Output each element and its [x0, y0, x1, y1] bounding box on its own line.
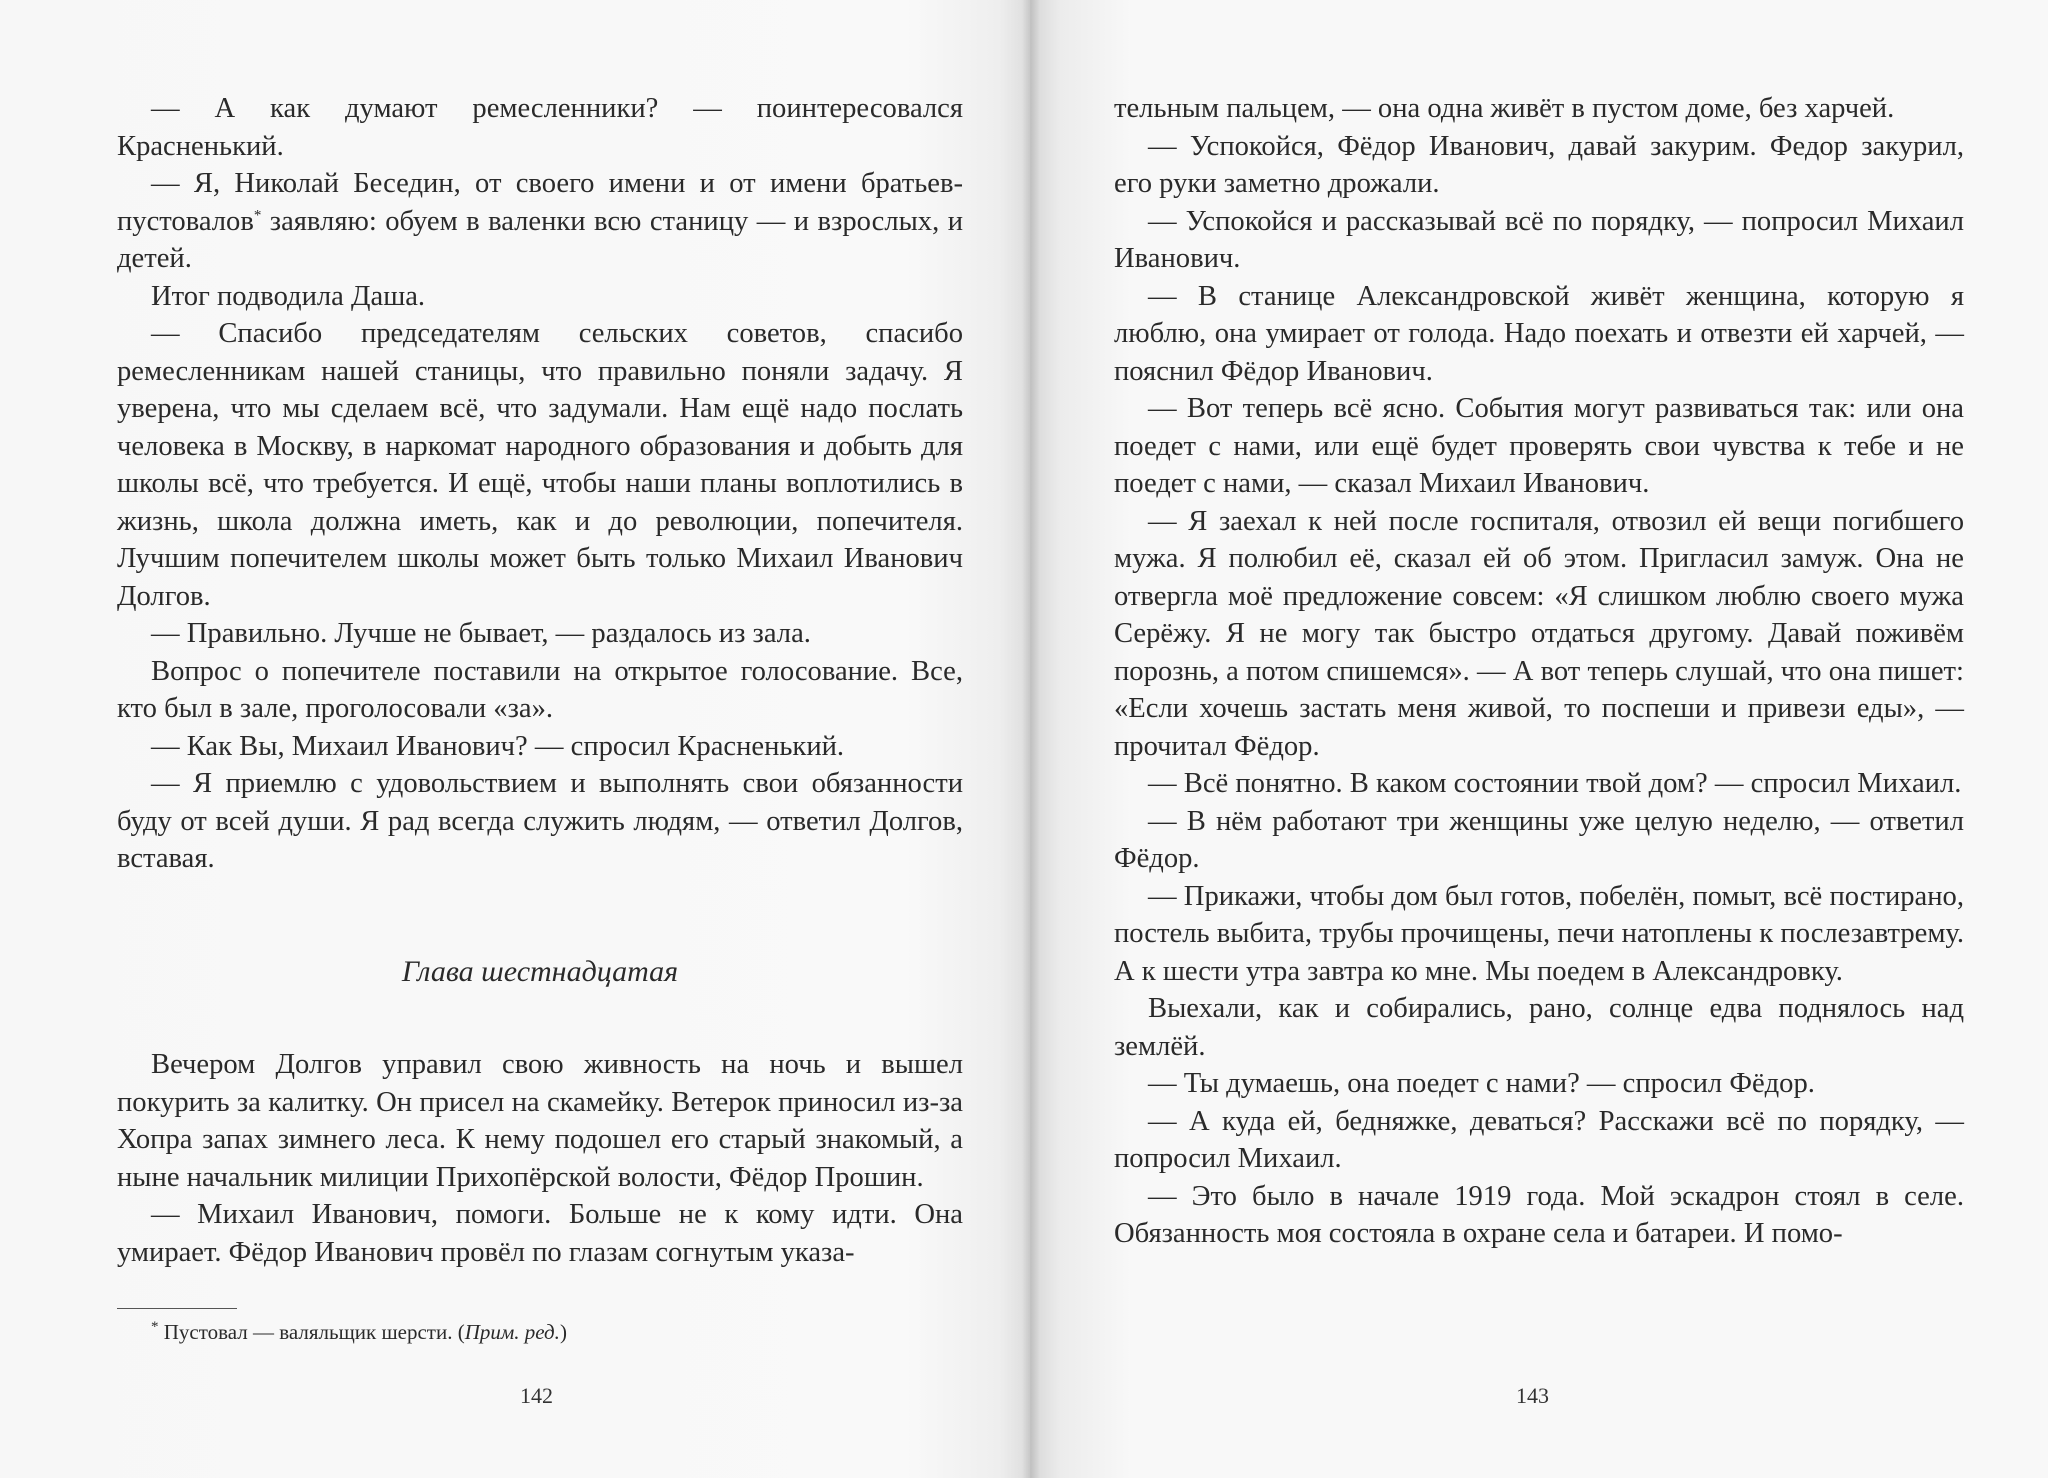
paragraph: — А как думают ремесленники? — поинтересовался Красненький.: [117, 93, 963, 162]
paragraph-part: заявляю: обуем в валенки всю станицу — и взрослых, и детей.: [117, 205, 963, 274]
paragraph: [117, 165, 963, 278]
footnote-close: ): [559, 1320, 567, 1344]
paragraph: Итог подводила Даша.: [151, 280, 426, 312]
paragraph: — Я приемлю с удовольствием и выполнять свои обязанности буду от всей души. Я рад всегда служить людям, — ответил Долгов, вставая.: [117, 768, 963, 874]
footnote: [151, 1318, 567, 1346]
right-page-text: [1114, 90, 1964, 1253]
paragraph: — Вот теперь всё ясно. События могут развиваться так: или она поедет с нами, или ещё будет проверять свои чувства к тебе и не поедет с нами, — сказал Михаил Иванович.: [1114, 393, 1964, 499]
paragraph: — Успокойся и рассказывай всё по порядку, — попросил Михаил Иванович.: [1114, 205, 1964, 274]
left-page-text: [117, 90, 963, 1271]
paragraph: Выехали, как и собирались, рано, солнце едва поднялось над землёй.: [1114, 993, 1964, 1062]
paragraph-part: — Я, Николай Беседин, от своего имени и от имени братьев-пустовалов: [117, 168, 963, 237]
paragraph: — Прикажи, чтобы дом был готов, побелён, помыт, всё постирано, постель выбита, трубы прочищены, печи натоплены к послезавтрему. А к шести утра завтра ко мне. Мы поедем в Александровку.: [1114, 880, 1964, 987]
chapter-title: Глава шестнадцатая: [401, 954, 679, 988]
footnote-mark: *: [253, 206, 262, 223]
paragraph: Вопрос о попечителе поставили на открытое голосование. Все, кто был в зале, проголосовали «за».: [117, 655, 963, 724]
paragraph: — В нём работают три женщины уже целую неделю, — ответил Фёдор.: [1114, 805, 1964, 874]
paragraph: — Я заехал к ней после госпиталя, отвозил ей вещи погибшего мужа. Я полюбил её, сказал ей об этом. Пригласил замуж. Она не отвергла моё предложение совсем: «Я слишком люблю своего мужа Серёжу. Я не могу так быстро отдаться другому. Давай поживём порознь, а потом спишемся». — А вот теперь слушай, что она пишет: «Если хочешь застать меня живой, то поспеши и привези еды», — прочитал Фёдор.: [1114, 505, 1964, 762]
paragraph: Вечером Долгов управил свою живность на ночь и вышел покурить за калитку. Он присел на скамейку. Ветерок приносил из-за Хопра запах зимнего леса. К нему подошел его старый знакомый, а ныне начальник милиции Прихопёрской волости, Фёдор Прошин.: [117, 1049, 963, 1193]
paragraph: — Успокойся, Фёдор Иванович, давай закурим. Федор закурил, его руки заметно дрожали.: [1114, 130, 1964, 199]
page-number: 143: [1516, 1383, 1549, 1408]
paragraph-continuation: тельным пальцем, — она одна живёт в пустом доме, без харчей.: [1114, 93, 1895, 124]
footnote-divider: [117, 1308, 237, 1309]
paragraph: — Спасибо председателям сельских советов, спасибо ремесленникам нашей станицы, что правильно поняли задачу. Я уверена, что мы сделаем всё, что задумали. Нам ещё надо послать человека в Москву, в наркомат народного образования и добыть для школы всё, что требуется. И ещё, чтобы наши планы воплотились в жизнь, школа должна иметь, как и до революции, попечителя. Лучшим попечителем школы может быть только Михаил Иванович Долгов.: [117, 318, 963, 612]
footnote-mark: *: [151, 1319, 159, 1335]
paragraph: — В станице Александровской живёт женщина, которую я люблю, она умирает от голода. Надо поехать и отвезти ей харчей, — пояснил Фёдор Иванович.: [1114, 280, 1964, 387]
footnote-editor-note: Прим. ред.: [464, 1320, 560, 1344]
paragraph: — Ты думаешь, она поедет с нами? — спросил Фёдор.: [1148, 1068, 1815, 1099]
paragraph: — Как Вы, Михаил Иванович? — спросил Красненький.: [151, 730, 845, 762]
page-number: 142: [520, 1383, 553, 1408]
paragraph: — Правильно. Лучше не бывает, — раздалось из зала.: [151, 618, 811, 649]
paragraph: — А куда ей, бедняжке, деваться? Расскажи всё по порядку, — попросил Михаил.: [1114, 1105, 1964, 1174]
paragraph: — Михаил Иванович, помоги. Больше не к кому идти. Она умирает. Фёдор Иванович провёл по глазам согнутым указа-: [117, 1199, 963, 1268]
book-gutter: [1022, 0, 1040, 1478]
footnote-text: Пустовал — валяльщик шерсти. (: [163, 1320, 465, 1344]
paragraph: — Всё понятно. В каком состоянии твой дом? — спросил Михаил.: [1148, 768, 1962, 799]
paragraph: — Это было в начале 1919 года. Мой эскадрон стоял в селе. Обязанность моя состояла в охране села и батареи. И помо-: [1114, 1180, 1964, 1249]
